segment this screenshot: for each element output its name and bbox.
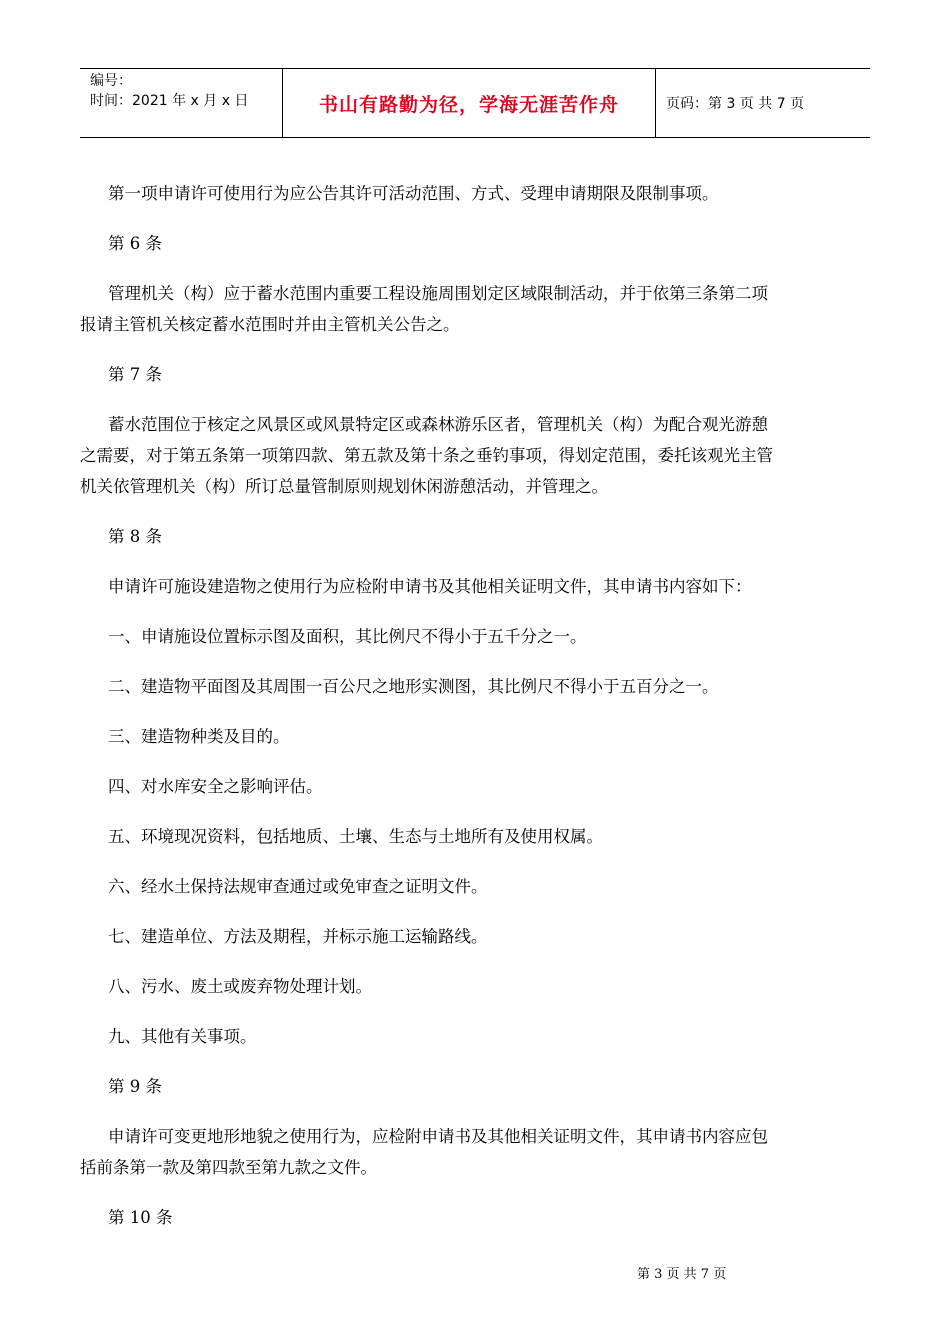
- page-footer: 第 3 页 共 7 页: [637, 1267, 727, 1282]
- doc-date-label: 时间：2021 年 x 月 x 日: [90, 93, 249, 109]
- document-body: [80, 178, 874, 1252]
- article-heading: 第 8 条: [108, 527, 162, 546]
- paragraph: 蓄水范围位于核定之风景区或风景特定区或森林游乐区者，管理机关（构）为配合观光游憩 之需要，对于第五条第一项第四款、第五款及第十条之垂钓事项，得划定范围，委托该观光主管 机关依管理机关（构）所订总量管制原则规划休闲游憩活动，并管理之。: [80, 415, 773, 496]
- header-page-number: 页码：第 3 页 共 7 页: [666, 96, 805, 112]
- article-heading: 第 6 条: [108, 234, 162, 253]
- list-item: 六、经水土保持法规审查通过或免审查之证明文件。: [108, 877, 488, 896]
- list-item: 二、建造物平面图及其周围一百公尺之地形实测图，其比例尺不得小于五百分之一。: [108, 677, 719, 696]
- list-item: 五、环境现况资料，包括地质、土壤、生态与土地所有及使用权属。: [108, 827, 603, 846]
- article-heading: 第 9 条: [108, 1077, 162, 1096]
- header-meta: [80, 69, 282, 137]
- list-item: 三、建造物种类及目的。: [108, 727, 290, 746]
- page-header: [80, 68, 870, 138]
- list-item: 九、其他有关事项。: [108, 1027, 257, 1046]
- paragraph: 申请许可施设建造物之使用行为应检附申请书及其他相关证明文件，其申请书内容如下：: [108, 577, 752, 596]
- paragraph: 第一项申请许可使用行为应公告其许可活动范围、方式、受理申请期限及限制事项。: [108, 184, 719, 203]
- doc-number-label: 编号：: [90, 73, 132, 89]
- paragraph: 管理机关（构）应于蓄水范围内重要工程设施周围划定区域限制活动，并于依第三条第二项 报请主管机关核定蓄水范围时并由主管机关公告之。: [80, 284, 768, 334]
- paragraph: 申请许可变更地形地貌之使用行为，应检附申请书及其他相关证明文件，其申请书内容应包 括前条第一款及第四款至第九款之文件。: [80, 1127, 768, 1177]
- list-item: 一、申请施设位置标示图及面积，其比例尺不得小于五千分之一。: [108, 627, 587, 646]
- header-motto: 书山有路勤为径，学海无涯苦作舟: [282, 69, 656, 137]
- list-item: 七、建造单位、方法及期程，并标示施工运输路线。: [108, 927, 488, 946]
- list-item: 八、污水、废土或废弃物处理计划。: [108, 977, 372, 996]
- article-heading: 第 10 条: [108, 1208, 173, 1227]
- article-heading: 第 7 条: [108, 365, 162, 384]
- list-item: 四、对水库安全之影响评估。: [108, 777, 323, 796]
